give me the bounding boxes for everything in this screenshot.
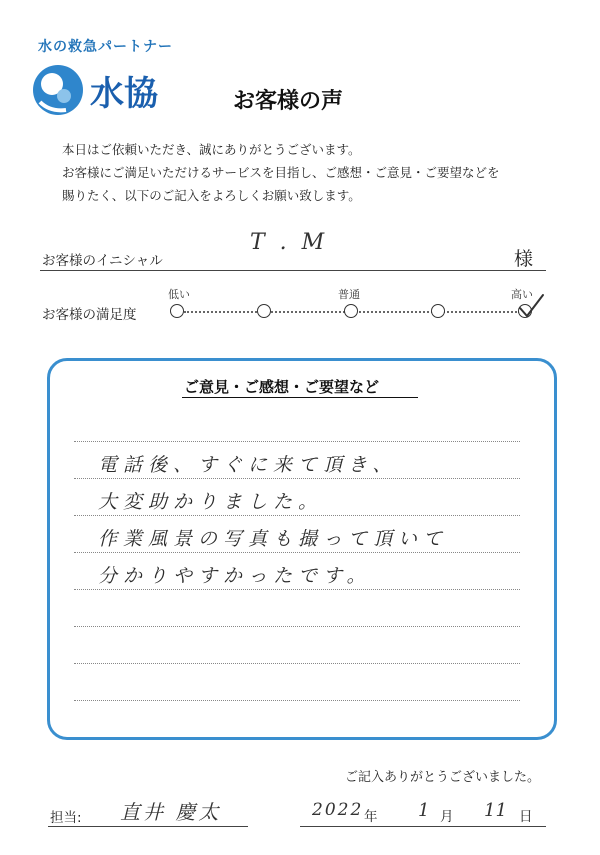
initials-suffix: 様 [514,248,534,270]
initials-value[interactable]: T . M [250,230,329,255]
thanks-message: ご記入ありがとうございました。 [344,770,540,785]
year-value[interactable]: 2022 [312,800,364,820]
initials-label: お客様のイニシャル [42,253,163,269]
intro-text [62,138,500,207]
intro-line: 本日はご依頼いただき、誠にありがとうございます。 [62,142,361,157]
comment-line-4: 分かりやすかったです。 [98,565,372,587]
year-unit: 年 [364,809,378,825]
comment-title-underline [182,397,418,398]
initials-underline [40,270,546,271]
writing-line [74,441,520,442]
writing-line [74,589,520,590]
tagline: 水の救急パートナー [38,39,173,55]
comment-line-2: 大変助かりました。 [98,491,324,513]
staff-underline [48,826,248,827]
water-drop-logo-icon [30,62,90,118]
satisfaction-label: お客様の満足度 [42,307,137,323]
scale-low-label: 低い [168,288,190,301]
scale-mid-label: 普通 [338,288,360,301]
day-value[interactable]: 11 [484,800,507,821]
writing-line [74,663,520,664]
staff-label: 担当: [50,810,82,826]
scale-high-label: 高い [511,288,533,301]
satisfaction-option-1[interactable] [170,304,184,318]
month-value[interactable]: 1 [418,800,430,821]
comment-box-title: ご意見・ご感想・ご要望など [184,378,380,396]
page-title: お客様の声 [233,89,344,114]
day-unit: 日 [519,809,533,825]
comment-line-3: 作業風景の写真も撮って頂いて [98,528,449,550]
intro-line: お客様にご満足いただけるサービスを目指し、ご感想・ご意見・ご要望などを [62,165,500,180]
company-logo: 水協 [90,74,158,114]
date-underline [300,826,546,827]
satisfaction-option-2[interactable] [257,304,271,318]
satisfaction-option-3[interactable] [344,304,358,318]
writing-line [74,552,520,553]
writing-line [74,626,520,627]
writing-line [74,478,520,479]
satisfaction-option-4[interactable] [431,304,445,318]
staff-name[interactable]: 直井 慶太 [120,800,222,824]
intro-line: 賜りたく、以下のご記入をよろしくお願い致します。 [62,188,361,203]
comment-line-1: 電話後、すぐに来て頂き、 [98,454,398,476]
writing-line [74,515,520,516]
month-unit: 月 [440,809,454,825]
writing-line [74,700,520,701]
checkmark-icon [516,292,546,320]
